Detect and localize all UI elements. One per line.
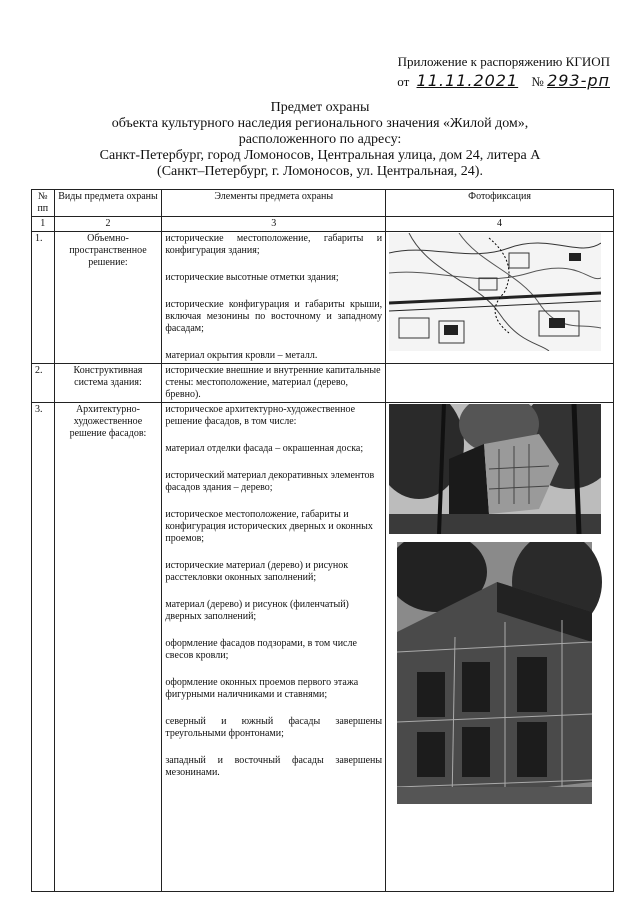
date-prefix: от [397, 74, 410, 89]
row-num: 1. [32, 232, 55, 364]
table-row [32, 403, 614, 892]
col-number: 3 [162, 217, 386, 232]
row-num: 3. [32, 403, 55, 892]
element-text: материал отделки фасада – окрашенная доска; [165, 443, 364, 454]
element-text: историческое местоположение, габариты и конфигурация исторических дверных и оконных проемов; [165, 509, 373, 544]
title-line-5: (Санкт–Петербург, г. Ломоносов, ул. Центральная, 24). [157, 164, 483, 179]
element-text: оформление фасадов подзорами, в том числе свесов кровли; [165, 638, 357, 661]
element-text: историческое архитектурно-художественное решение фасадов, в том числе: [165, 404, 356, 427]
row-elements [162, 364, 386, 403]
element-text: оформление оконных проемов первого этажа фигурными наличниками и ставнями; [165, 677, 359, 700]
column-number-row [32, 217, 614, 232]
col-number: 1 [32, 217, 55, 232]
facade-photo-2 [397, 542, 609, 804]
element-text: исторические конфигурация и габариты крыши, включая мезонины по восточному и западному фасадам; [165, 299, 383, 334]
element-text: северный и южный фасады завершены треугольными фронтонами; [165, 716, 383, 739]
element-text: исторические высотные отметки здания; [165, 272, 339, 283]
element-text: западный и восточный фасады завершены мезонинами. [165, 755, 383, 778]
title-line-3: расположенного по адресу: [238, 132, 402, 147]
row-elements [162, 232, 386, 364]
element-text: исторический материал декоративных элементов фасадов здания – дерево; [165, 470, 375, 493]
row-num: 2. [32, 364, 55, 403]
header-num: № пп [32, 190, 55, 217]
title-line-1: Предмет охраны [270, 100, 370, 115]
row-type: Объемно-пространственное решение: [54, 232, 162, 364]
order-date-number [397, 72, 610, 90]
order-date: 11.11.2021 [416, 71, 519, 90]
element-text: материал окрытия кровли – металл. [165, 350, 318, 361]
header-elements: Элементы предмета охраны [162, 190, 386, 217]
row-type: Конструктивная система здания: [54, 364, 162, 403]
element-text: исторические материал (дерево) и рисунок расстекловки оконных заполнений; [165, 560, 349, 583]
row-elements [162, 403, 386, 892]
protection-table [31, 189, 614, 892]
document-title [0, 100, 640, 180]
col-number: 4 [386, 217, 614, 232]
element-text: исторические внешние и внутренние капитальные стены: местоположение, материал (дерево, бревно). [165, 365, 381, 400]
table-row [32, 232, 614, 364]
title-line-2: объекта культурного наследия регионального значения «Жилой дом», [111, 116, 529, 131]
header-photo: Фотофиксация [386, 190, 614, 217]
table-header-row [32, 190, 614, 217]
title-line-4: Санкт-Петербург, город Ломоносов, Центральная улица, дом 24, литера А [99, 148, 541, 163]
site-map-image [389, 233, 601, 351]
col-number: 2 [54, 217, 162, 232]
element-text: материал (дерево) и рисунок (филенчатый) дверных заполнений; [165, 599, 349, 622]
facade-photo-1 [389, 404, 601, 534]
appendix-line: Приложение к распоряжению КГИОП [397, 54, 610, 69]
row-type: Архитектурно-художественное решение фасадов: [54, 403, 162, 892]
photo-cell [386, 403, 614, 892]
header-types: Виды предмета охраны [54, 190, 162, 217]
appendix-header [397, 53, 610, 90]
photo-cell [386, 232, 614, 364]
table-row [32, 364, 614, 403]
element-text: исторические местоположение, габариты и конфигурация здания; [165, 233, 383, 256]
number-prefix: № [531, 74, 544, 89]
order-number: 293-рп [547, 71, 610, 90]
photo-cell-empty [386, 364, 614, 403]
